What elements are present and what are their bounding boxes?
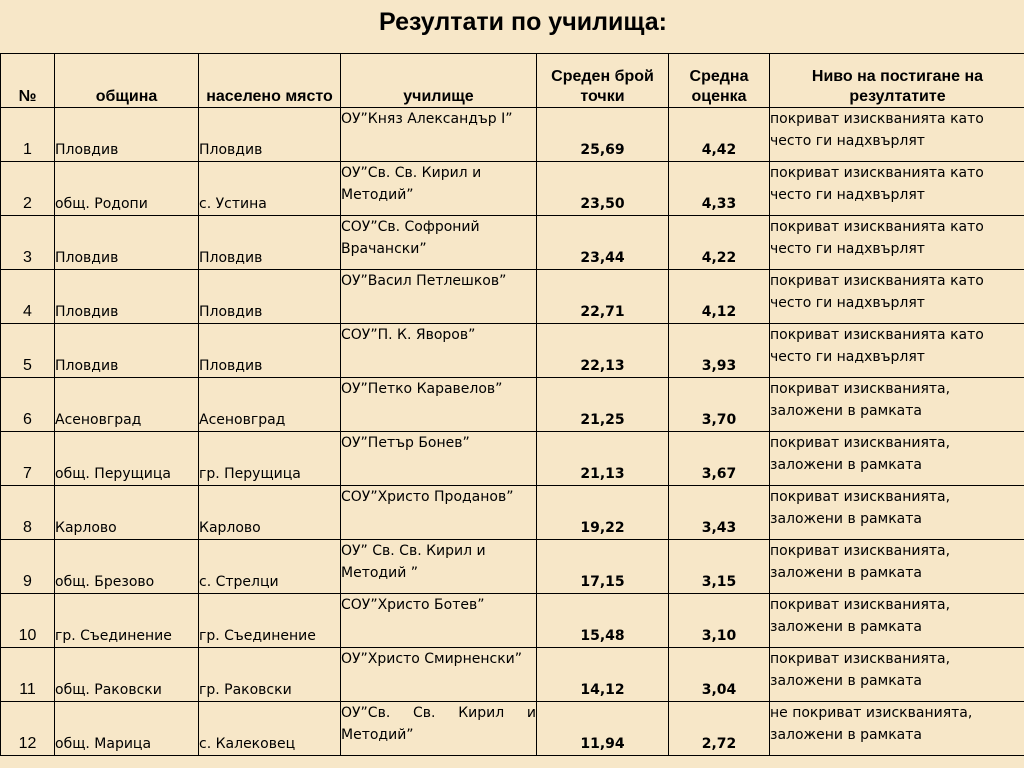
row-points bbox=[537, 702, 669, 756]
table-row bbox=[1, 648, 1024, 702]
row-grade-text: 4,22 bbox=[701, 250, 737, 266]
row-num-text: 12 bbox=[18, 735, 37, 752]
row-num-text: 1 bbox=[23, 141, 32, 158]
row-level bbox=[770, 432, 1024, 486]
row-settlement-text: Пловдив bbox=[199, 142, 263, 158]
row-grade bbox=[669, 216, 770, 270]
table-row bbox=[1, 594, 1024, 648]
row-settlement bbox=[199, 702, 341, 756]
row-num-text: 2 bbox=[23, 195, 32, 212]
row-municipality-text: общ. Брезово bbox=[55, 574, 155, 590]
row-school bbox=[341, 108, 537, 162]
table-row bbox=[1, 540, 1024, 594]
row-school-text: ОУ”Княз Александър I” bbox=[341, 111, 513, 127]
row-points bbox=[537, 486, 669, 540]
row-settlement-text: гр. Съединение bbox=[199, 628, 316, 644]
row-settlement-text: с. Калековец bbox=[199, 736, 296, 752]
row-num-text: 7 bbox=[23, 465, 32, 482]
row-settlement-text: Пловдив bbox=[199, 304, 263, 320]
row-level-text: покриват изискванията като често ги надхвърлят bbox=[770, 165, 984, 203]
row-municipality bbox=[55, 432, 199, 486]
row-num-text: 6 bbox=[23, 411, 32, 428]
row-num-text: 11 bbox=[19, 681, 36, 698]
row-school bbox=[341, 594, 537, 648]
row-settlement bbox=[199, 162, 341, 216]
row-level bbox=[770, 594, 1024, 648]
table-row bbox=[1, 162, 1024, 216]
row-points-text: 21,13 bbox=[580, 466, 625, 482]
row-settlement bbox=[199, 324, 341, 378]
row-grade-text: 3,93 bbox=[701, 358, 737, 374]
row-num bbox=[1, 540, 55, 594]
row-grade-text: 4,33 bbox=[701, 196, 737, 212]
header-school: училище bbox=[341, 54, 537, 108]
row-level bbox=[770, 108, 1024, 162]
row-level-text: покриват изискванията като често ги надхвърлят bbox=[770, 111, 984, 149]
row-grade-text: 3,15 bbox=[701, 574, 737, 590]
table-row bbox=[1, 378, 1024, 432]
table-row bbox=[1, 702, 1024, 756]
table-header-row bbox=[1, 54, 1024, 108]
row-settlement-text: с. Стрелци bbox=[199, 574, 279, 590]
row-grade-text: 4,42 bbox=[701, 142, 737, 158]
row-level-text: покриват изискванията, заложени в рамката bbox=[770, 651, 951, 689]
page-title: Резултати по училища: bbox=[379, 8, 667, 36]
row-school bbox=[341, 324, 537, 378]
row-points-text: 25,69 bbox=[580, 142, 625, 158]
row-grade bbox=[669, 540, 770, 594]
header-settlement: населено място bbox=[199, 54, 341, 108]
row-points-text: 19,22 bbox=[580, 520, 625, 536]
row-num-text: 10 bbox=[18, 627, 37, 644]
row-settlement bbox=[199, 270, 341, 324]
header-grade: Средна оценка bbox=[669, 54, 770, 108]
row-school-text: ОУ”Св. Св. Кирил и Методий” bbox=[341, 165, 482, 203]
row-grade bbox=[669, 594, 770, 648]
row-level-text: покриват изискванията като често ги надхвърлят bbox=[770, 327, 984, 365]
row-school-text: ОУ”Св. Св. Кирил и Методий” bbox=[341, 705, 536, 743]
row-school bbox=[341, 486, 537, 540]
row-settlement-text: гр. Раковски bbox=[199, 682, 292, 698]
row-points bbox=[537, 594, 669, 648]
row-municipality bbox=[55, 702, 199, 756]
row-grade-text: 3,10 bbox=[701, 628, 737, 644]
row-level-text: покриват изискванията, заложени в рамката bbox=[770, 381, 951, 419]
row-level bbox=[770, 702, 1024, 756]
row-num-text: 9 bbox=[23, 573, 32, 590]
header-level: Ниво на постигане на резултатите bbox=[770, 54, 1024, 108]
table-row bbox=[1, 486, 1024, 540]
row-points bbox=[537, 540, 669, 594]
row-municipality bbox=[55, 108, 199, 162]
row-num bbox=[1, 324, 55, 378]
row-municipality bbox=[55, 270, 199, 324]
header-municipality: община bbox=[55, 54, 199, 108]
table-row bbox=[1, 270, 1024, 324]
row-points-text: 22,13 bbox=[580, 358, 625, 374]
row-municipality-text: Асеновград bbox=[55, 412, 142, 428]
row-settlement bbox=[199, 486, 341, 540]
row-municipality-text: Пловдив bbox=[55, 358, 119, 374]
row-grade bbox=[669, 648, 770, 702]
row-level bbox=[770, 378, 1024, 432]
row-school bbox=[341, 270, 537, 324]
row-school-text: СОУ”Св. Софроний Врачански” bbox=[341, 219, 480, 257]
row-num bbox=[1, 378, 55, 432]
row-school bbox=[341, 648, 537, 702]
row-municipality-text: общ. Родопи bbox=[55, 196, 148, 212]
row-level bbox=[770, 270, 1024, 324]
row-num bbox=[1, 162, 55, 216]
row-settlement-text: Асеновград bbox=[199, 412, 286, 428]
row-settlement bbox=[199, 540, 341, 594]
row-school-text: СОУ”П. К. Яворов” bbox=[341, 327, 476, 343]
row-num bbox=[1, 594, 55, 648]
row-num bbox=[1, 702, 55, 756]
row-num bbox=[1, 432, 55, 486]
row-level-text: не покриват изискванията, заложени в рамката bbox=[770, 705, 973, 743]
row-municipality-text: Пловдив bbox=[55, 142, 119, 158]
row-settlement bbox=[199, 648, 341, 702]
row-settlement-text: гр. Перущица bbox=[199, 466, 301, 482]
row-grade bbox=[669, 432, 770, 486]
row-points-text: 23,44 bbox=[580, 250, 625, 266]
results-table bbox=[0, 53, 1024, 756]
row-points bbox=[537, 432, 669, 486]
row-settlement-text: Пловдив bbox=[199, 250, 263, 266]
row-settlement-text: Пловдив bbox=[199, 358, 263, 374]
table-row bbox=[1, 324, 1024, 378]
row-settlement bbox=[199, 432, 341, 486]
row-level bbox=[770, 324, 1024, 378]
row-grade bbox=[669, 108, 770, 162]
row-grade-text: 3,43 bbox=[701, 520, 737, 536]
row-level-text: покриват изискванията като често ги надхвърлят bbox=[770, 219, 984, 257]
row-points bbox=[537, 270, 669, 324]
row-points bbox=[537, 324, 669, 378]
row-num bbox=[1, 270, 55, 324]
row-level bbox=[770, 216, 1024, 270]
row-municipality bbox=[55, 648, 199, 702]
row-school-text: ОУ” Св. Св. Кирил и Методий ” bbox=[341, 543, 486, 581]
row-points bbox=[537, 108, 669, 162]
row-grade bbox=[669, 324, 770, 378]
header-points: Среден брой точки bbox=[537, 54, 669, 108]
row-points-text: 22,71 bbox=[580, 304, 625, 320]
row-grade bbox=[669, 270, 770, 324]
row-municipality-text: общ. Раковски bbox=[55, 682, 162, 698]
row-num bbox=[1, 216, 55, 270]
row-points bbox=[537, 648, 669, 702]
row-school-text: СОУ”Христо Проданов” bbox=[341, 489, 514, 505]
row-points bbox=[537, 378, 669, 432]
row-school-text: ОУ”Петър Бонев” bbox=[341, 435, 470, 451]
row-grade bbox=[669, 378, 770, 432]
row-settlement-text: Карлово bbox=[199, 520, 261, 536]
row-settlement bbox=[199, 108, 341, 162]
row-municipality-text: общ. Марица bbox=[55, 736, 152, 752]
row-municipality-text: Пловдив bbox=[55, 250, 119, 266]
row-level bbox=[770, 540, 1024, 594]
row-grade bbox=[669, 702, 770, 756]
row-municipality-text: общ. Перущица bbox=[55, 466, 171, 482]
row-num-text: 8 bbox=[23, 519, 32, 536]
row-level bbox=[770, 648, 1024, 702]
row-school-text: СОУ”Христо Ботев” bbox=[341, 597, 485, 613]
table-row bbox=[1, 432, 1024, 486]
row-school-text: ОУ”Христо Смирненски” bbox=[341, 651, 522, 667]
row-num bbox=[1, 108, 55, 162]
row-municipality bbox=[55, 540, 199, 594]
row-num bbox=[1, 486, 55, 540]
table-row bbox=[1, 108, 1024, 162]
row-points-text: 15,48 bbox=[580, 628, 625, 644]
row-level-text: покриват изискванията, заложени в рамката bbox=[770, 543, 951, 581]
row-points-text: 23,50 bbox=[580, 196, 625, 212]
row-level-text: покриват изискванията като често ги надхвърлят bbox=[770, 273, 984, 311]
row-grade-text: 2,72 bbox=[701, 736, 737, 752]
row-municipality bbox=[55, 216, 199, 270]
row-municipality bbox=[55, 378, 199, 432]
row-school bbox=[341, 702, 537, 756]
row-level-text: покриват изискванията, заложени в рамката bbox=[770, 435, 951, 473]
row-settlement bbox=[199, 594, 341, 648]
row-school bbox=[341, 162, 537, 216]
row-grade-text: 3,04 bbox=[701, 682, 737, 698]
row-num-text: 5 bbox=[23, 357, 32, 374]
row-level-text: покриват изискванията, заложени в рамката bbox=[770, 597, 951, 635]
row-school bbox=[341, 378, 537, 432]
row-num-text: 4 bbox=[23, 303, 32, 320]
row-municipality-text: Карлово bbox=[55, 520, 117, 536]
row-municipality bbox=[55, 594, 199, 648]
row-settlement-text: с. Устина bbox=[199, 196, 267, 212]
table-row bbox=[1, 216, 1024, 270]
row-school bbox=[341, 540, 537, 594]
row-municipality bbox=[55, 162, 199, 216]
row-municipality-text: гр. Съединение bbox=[55, 628, 172, 644]
row-settlement bbox=[199, 216, 341, 270]
row-points-text: 14,12 bbox=[580, 682, 625, 698]
row-school bbox=[341, 216, 537, 270]
row-grade bbox=[669, 486, 770, 540]
row-municipality-text: Пловдив bbox=[55, 304, 119, 320]
header-num: № bbox=[1, 54, 55, 108]
row-school-text: ОУ”Петко Каравелов” bbox=[341, 381, 503, 397]
row-grade-text: 4,12 bbox=[701, 304, 737, 320]
row-points-text: 17,15 bbox=[580, 574, 625, 590]
row-school-text: ОУ”Васил Петлешков” bbox=[341, 273, 507, 289]
row-points-text: 21,25 bbox=[580, 412, 625, 428]
row-grade-text: 3,67 bbox=[701, 466, 737, 482]
row-level bbox=[770, 486, 1024, 540]
row-school bbox=[341, 432, 537, 486]
row-municipality bbox=[55, 324, 199, 378]
row-level bbox=[770, 162, 1024, 216]
row-num-text: 3 bbox=[23, 249, 32, 266]
row-num bbox=[1, 648, 55, 702]
row-grade bbox=[669, 162, 770, 216]
row-settlement bbox=[199, 378, 341, 432]
row-level-text: покриват изискванията, заложени в рамката bbox=[770, 489, 951, 527]
row-municipality bbox=[55, 486, 199, 540]
row-grade-text: 3,70 bbox=[701, 412, 737, 428]
row-points bbox=[537, 216, 669, 270]
row-points-text: 11,94 bbox=[580, 736, 625, 752]
row-points bbox=[537, 162, 669, 216]
